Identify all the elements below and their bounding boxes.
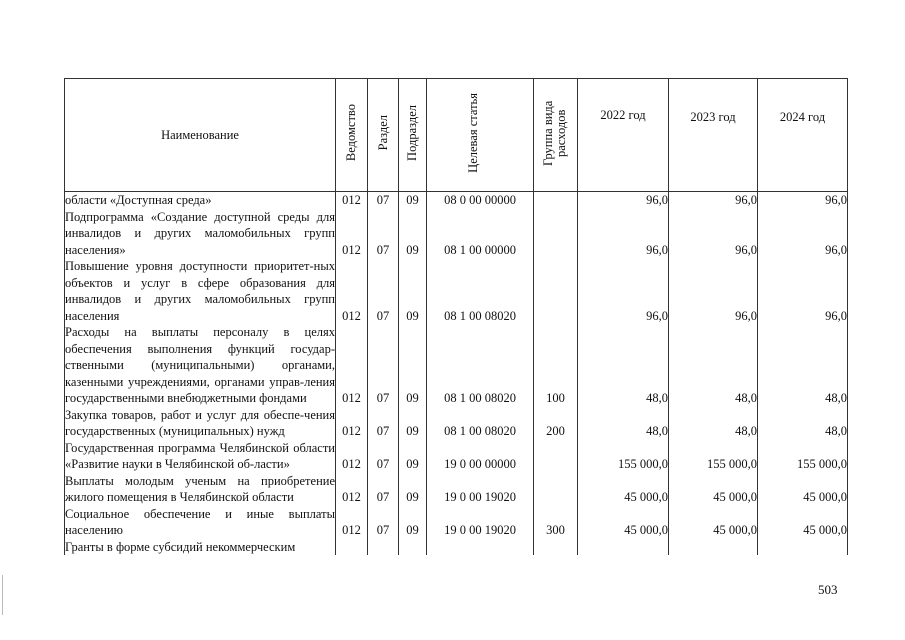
table-row (65, 209, 848, 259)
header-name: Наименование (65, 79, 336, 192)
table-body (65, 192, 848, 556)
scan-edge-mark (2, 575, 3, 615)
row-2024: 48,0 (758, 324, 848, 407)
row-group: 300 (534, 506, 578, 539)
row-group: 200 (534, 407, 578, 440)
row-2024: 48,0 (758, 407, 848, 440)
row-target (427, 539, 534, 556)
row-group: 100 (534, 324, 578, 407)
row-2023: 48,0 (669, 324, 758, 407)
table-row (65, 324, 848, 407)
row-group (534, 209, 578, 259)
row-target: 08 0 00 00000 (427, 192, 534, 209)
row-name: Гранты в форме субсидий некоммерческим (65, 539, 336, 556)
row-razdel: 07 (368, 192, 399, 209)
table-row (65, 473, 848, 506)
row-2023 (669, 539, 758, 556)
row-2024: 155 000,0 (758, 440, 848, 473)
row-2022: 96,0 (578, 209, 669, 259)
row-vedomstvo: 012 (336, 407, 368, 440)
row-razdel: 07 (368, 324, 399, 407)
header-row (65, 79, 848, 192)
header-expense-group: Группа вида расходов (534, 79, 578, 192)
row-group (534, 258, 578, 324)
row-name: Подпрограмма «Создание доступной среды для инвалидов и других маломобильных групп населения» (65, 209, 335, 257)
row-razdel: 07 (368, 440, 399, 473)
row-name: Расходы на выплаты персоналу в целях обеспечения выполнения функций государ-ственными (муниципальными) органами, казенными учреждениями, органами управ-ления государственными внебюджетными фондами (65, 325, 335, 405)
row-target: 19 0 00 00000 (427, 440, 534, 473)
row-group (534, 192, 578, 209)
row-podrazdel (399, 539, 427, 556)
row-2022: 48,0 (578, 324, 669, 407)
header-2023: 2023 год (669, 79, 758, 192)
row-name: Социальное обеспечение и иные выплаты населению (65, 506, 335, 537)
row-razdel: 07 (368, 473, 399, 506)
row-name: Повышение уровня доступности приоритет-ных объектов и услуг в сфере образования для инвалидов и других маломобильных групп населения (65, 259, 335, 323)
table-row (65, 258, 848, 324)
page-number: 503 (818, 582, 838, 597)
row-vedomstvo: 012 (336, 192, 368, 209)
row-2024: 96,0 (758, 209, 848, 259)
table-row (65, 440, 848, 473)
row-2023: 45 000,0 (669, 473, 758, 506)
budget-table (64, 78, 848, 555)
row-2022: 48,0 (578, 407, 669, 440)
row-vedomstvo: 012 (336, 473, 368, 506)
table-row (65, 539, 848, 556)
header-vedomstvo: Ведомство (336, 79, 368, 192)
row-group (534, 539, 578, 556)
row-podrazdel: 09 (399, 473, 427, 506)
row-podrazdel: 09 (399, 324, 427, 407)
row-2024: 45 000,0 (758, 506, 848, 539)
row-name: области «Доступная среда» (65, 192, 336, 209)
row-vedomstvo: 012 (336, 440, 368, 473)
row-vedomstvo: 012 (336, 506, 368, 539)
row-podrazdel: 09 (399, 506, 427, 539)
row-2023: 45 000,0 (669, 506, 758, 539)
row-name: Закупка товаров, работ и услуг для обеспе-чения государственных (муниципальных) нужд (65, 407, 335, 438)
row-2022: 45 000,0 (578, 506, 669, 539)
row-2022 (578, 539, 669, 556)
table-row (65, 506, 848, 539)
row-podrazdel: 09 (399, 209, 427, 259)
table-row (65, 192, 848, 209)
row-target: 08 1 00 00000 (427, 209, 534, 259)
row-podrazdel: 09 (399, 258, 427, 324)
table-row (65, 407, 848, 440)
row-podrazdel: 09 (399, 440, 427, 473)
row-target: 08 1 00 08020 (427, 324, 534, 407)
row-vedomstvo (336, 539, 368, 556)
row-2024 (758, 539, 848, 556)
row-2023: 155 000,0 (669, 440, 758, 473)
header-2024: 2024 год (758, 79, 848, 192)
row-2022: 96,0 (578, 192, 669, 209)
row-2023: 96,0 (669, 258, 758, 324)
row-2022: 96,0 (578, 258, 669, 324)
row-target: 19 0 00 19020 (427, 473, 534, 506)
row-2023: 96,0 (669, 192, 758, 209)
row-razdel (368, 539, 399, 556)
row-2023: 96,0 (669, 209, 758, 259)
row-target: 19 0 00 19020 (427, 506, 534, 539)
row-podrazdel: 09 (399, 407, 427, 440)
header-target-article: Целевая статья (427, 79, 534, 192)
header-2022: 2022 год (578, 79, 669, 192)
header-podrazdel: Подраздел (399, 79, 427, 192)
row-2024: 96,0 (758, 258, 848, 324)
row-vedomstvo: 012 (336, 258, 368, 324)
header-razdel: Раздел (368, 79, 399, 192)
row-group (534, 440, 578, 473)
row-name: Выплаты молодым ученым на приобретение жилого помещения в Челябинской области (65, 473, 335, 504)
row-group (534, 473, 578, 506)
row-podrazdel: 09 (399, 192, 427, 209)
row-2022: 155 000,0 (578, 440, 669, 473)
row-vedomstvo: 012 (336, 324, 368, 407)
row-target: 08 1 00 08020 (427, 258, 534, 324)
row-2022: 45 000,0 (578, 473, 669, 506)
row-2023: 48,0 (669, 407, 758, 440)
row-razdel: 07 (368, 258, 399, 324)
row-razdel: 07 (368, 209, 399, 259)
row-2024: 96,0 (758, 192, 848, 209)
row-vedomstvo: 012 (336, 209, 368, 259)
row-razdel: 07 (368, 407, 399, 440)
row-target: 08 1 00 08020 (427, 407, 534, 440)
row-razdel: 07 (368, 506, 399, 539)
row-name: Государственная программа Челябинской области «Развитие науки в Челябинской об-ласти» (65, 440, 335, 471)
row-2024: 45 000,0 (758, 473, 848, 506)
